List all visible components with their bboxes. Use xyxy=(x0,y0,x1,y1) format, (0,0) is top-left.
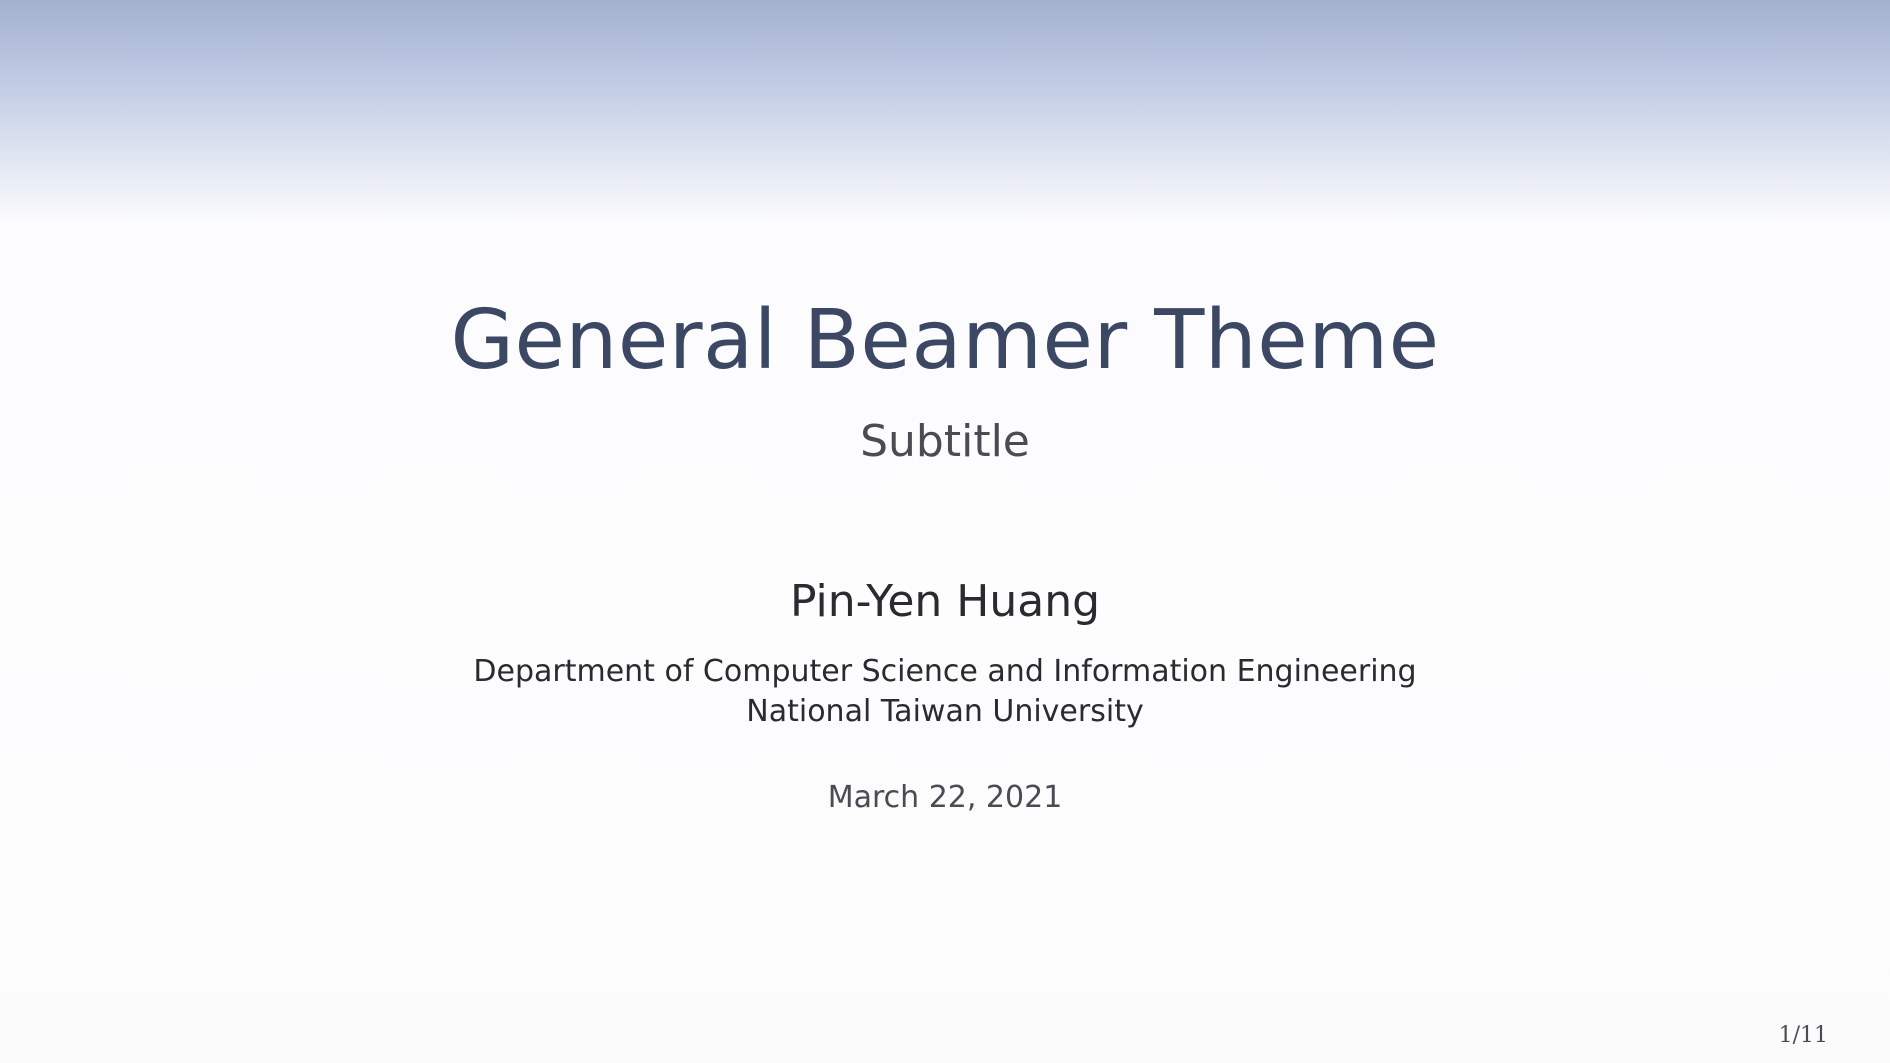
slide-title: General Beamer Theme xyxy=(450,293,1440,388)
presentation-date: March 22, 2021 xyxy=(827,780,1063,815)
institute xyxy=(0,652,1890,732)
page-number: 1/11 xyxy=(1778,1023,1828,1048)
author-name: Pin-Yen Huang xyxy=(789,576,1101,627)
institute-university: National Taiwan University xyxy=(746,694,1144,729)
slide-subtitle: Subtitle xyxy=(860,416,1030,467)
institute-department: Department of Computer Science and Information Engineering xyxy=(473,654,1417,689)
